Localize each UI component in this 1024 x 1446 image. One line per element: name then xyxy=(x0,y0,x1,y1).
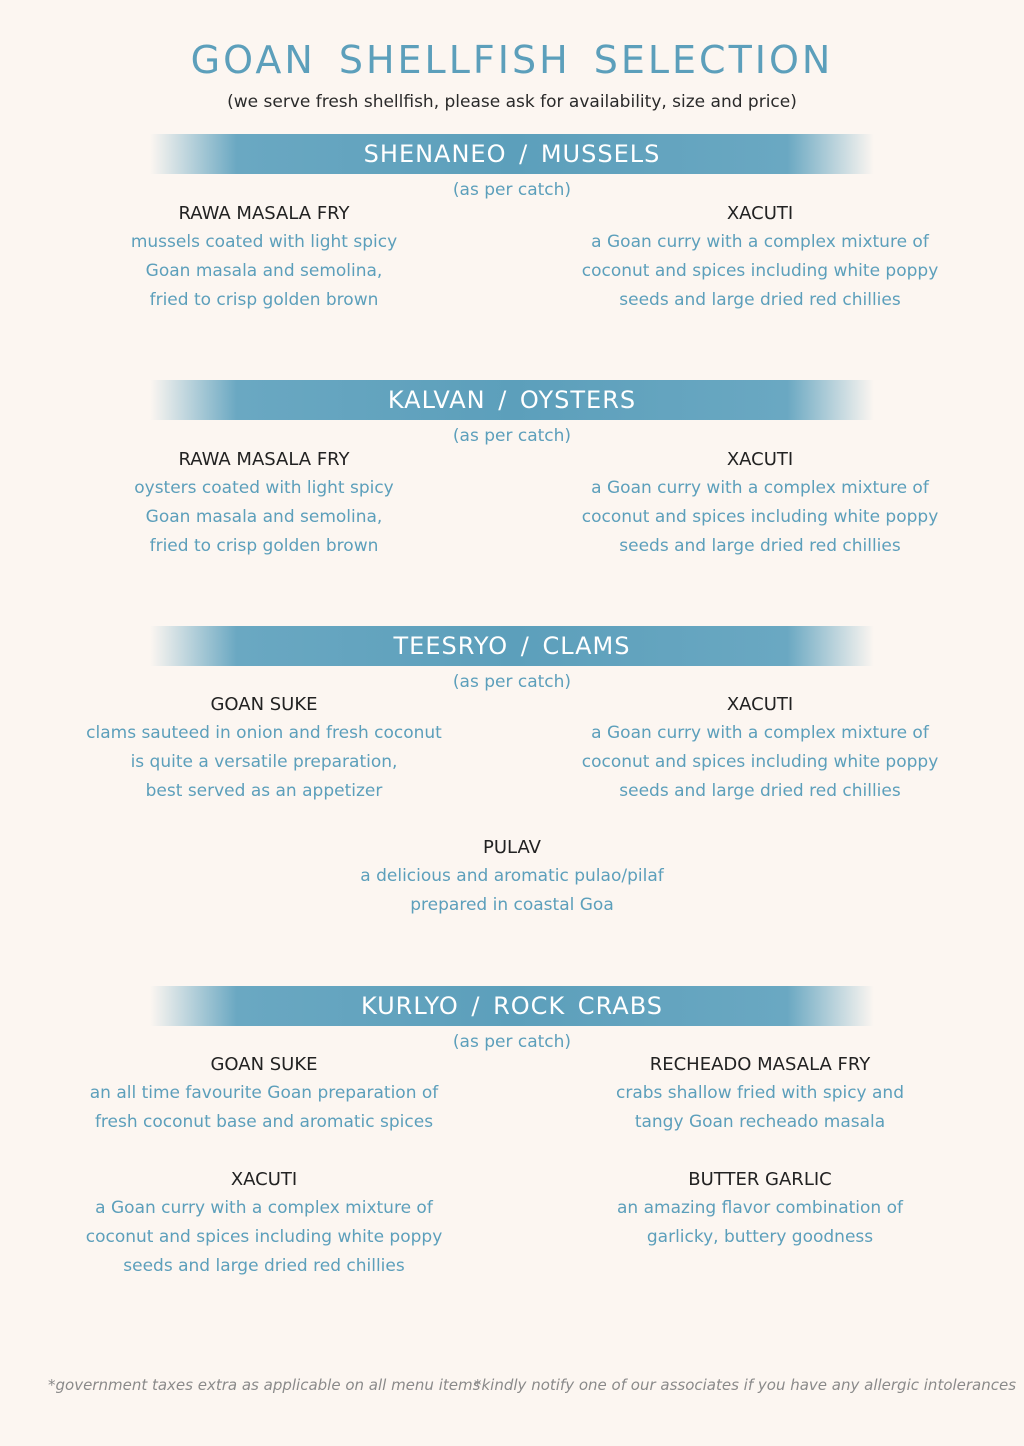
footer-allergy-note: *kindly notify one of our associates if you have any allergic intolerances xyxy=(474,1376,1017,1394)
dish-name: PULAV xyxy=(483,837,541,858)
dish-clams-pulav xyxy=(267,834,757,920)
dish-description-line: clams sauteed in onion and fresh coconut xyxy=(86,723,442,743)
catch-note: (as per catch) xyxy=(452,426,572,446)
dish-description-line: a delicious and aromatic pulao/pilaf xyxy=(360,866,664,886)
dish-mussels-rawa-masala-fry xyxy=(19,200,509,315)
section-heading-rock-crabs: KURLYO / ROCK CRABS xyxy=(150,986,874,1026)
dish-description-line: a Goan curry with a complex mixture of xyxy=(591,232,929,252)
dish-description-line: coconut and spices including white poppy xyxy=(581,507,939,527)
dish-name: RECHEADO MASALA FRY xyxy=(649,1054,871,1075)
dish-description-line: garlicky, buttery goodness xyxy=(646,1227,874,1247)
dish-description-line: seeds and large dried red chillies xyxy=(619,290,901,310)
dish-description-line: prepared in coastal Goa xyxy=(410,895,614,915)
dish-oysters-rawa-masala-fry xyxy=(19,446,509,561)
dish-description-line: Goan masala and semolina, xyxy=(145,507,383,527)
dish-description-line: seeds and large dried red chillies xyxy=(619,781,901,801)
section-heading-oysters: KALVAN / OYSTERS xyxy=(150,380,874,420)
menu-title: GOAN SHELLFISH SELECTION xyxy=(190,38,834,82)
dish-description-line: a Goan curry with a complex mixture of xyxy=(591,723,929,743)
catch-note: (as per catch) xyxy=(452,1032,572,1052)
dish-name: XACUTI xyxy=(726,449,794,470)
dish-description-line: a Goan curry with a complex mixture of xyxy=(591,478,929,498)
dish-description-line: crabs shallow fried with spicy and xyxy=(616,1083,904,1103)
dish-name: RAWA MASALA FRY xyxy=(178,449,350,470)
dish-description-line: fried to crisp golden brown xyxy=(149,290,379,310)
dish-name: GOAN SUKE xyxy=(210,694,318,715)
dish-name: BUTTER GARLIC xyxy=(688,1169,832,1190)
dish-crabs-butter-garlic xyxy=(515,1166,1005,1252)
dish-description-line: coconut and spices including white poppy xyxy=(581,261,939,281)
footer-taxes-note: *government taxes extra as applicable on all menu items xyxy=(48,1376,481,1394)
dish-mussels-xacuti xyxy=(515,200,1005,315)
dish-description-line: oysters coated with light spicy xyxy=(134,478,394,498)
dish-oysters-xacuti xyxy=(515,446,1005,561)
dish-name: XACUTI xyxy=(230,1169,298,1190)
dish-description-line: is quite a versatile preparation, xyxy=(130,752,398,772)
dish-description-line: mussels coated with light spicy xyxy=(130,232,398,252)
dish-description-line: coconut and spices including white poppy xyxy=(581,752,939,772)
dish-description-line: tangy Goan recheado masala xyxy=(634,1112,886,1132)
dish-clams-goan-suke xyxy=(19,691,509,806)
dish-name: GOAN SUKE xyxy=(210,1054,318,1075)
dish-crabs-goan-suke xyxy=(19,1051,509,1137)
catch-note: (as per catch) xyxy=(452,180,572,200)
section-heading-mussels: SHENANEO / MUSSELS xyxy=(150,134,874,174)
dish-description-line: seeds and large dried red chillies xyxy=(123,1256,405,1276)
dish-clams-xacuti xyxy=(515,691,1005,806)
dish-description-line: Goan masala and semolina, xyxy=(145,261,383,281)
dish-description-line: fresh coconut base and aromatic spices xyxy=(94,1112,434,1132)
menu-subtitle: (we serve fresh shellfish, please ask for availability, size and price) xyxy=(227,92,797,112)
dish-name: RAWA MASALA FRY xyxy=(178,203,350,224)
dish-description-line: coconut and spices including white poppy xyxy=(85,1227,443,1247)
dish-description-line: a Goan curry with a complex mixture of xyxy=(95,1198,433,1218)
dish-description-line: fried to crisp golden brown xyxy=(149,536,379,556)
dish-crabs-xacuti xyxy=(19,1166,509,1281)
section-heading-clams: TEESRYO / CLAMS xyxy=(150,626,874,666)
dish-name: XACUTI xyxy=(726,203,794,224)
catch-note: (as per catch) xyxy=(452,672,572,692)
dish-description-line: an all time favourite Goan preparation of xyxy=(89,1083,439,1103)
dish-name: XACUTI xyxy=(726,694,794,715)
dish-description-line: an amazing flavor combination of xyxy=(617,1198,903,1218)
dish-description-line: seeds and large dried red chillies xyxy=(619,536,901,556)
dish-crabs-recheado-masala-fry xyxy=(515,1051,1005,1137)
dish-description-line: best served as an appetizer xyxy=(145,781,383,801)
